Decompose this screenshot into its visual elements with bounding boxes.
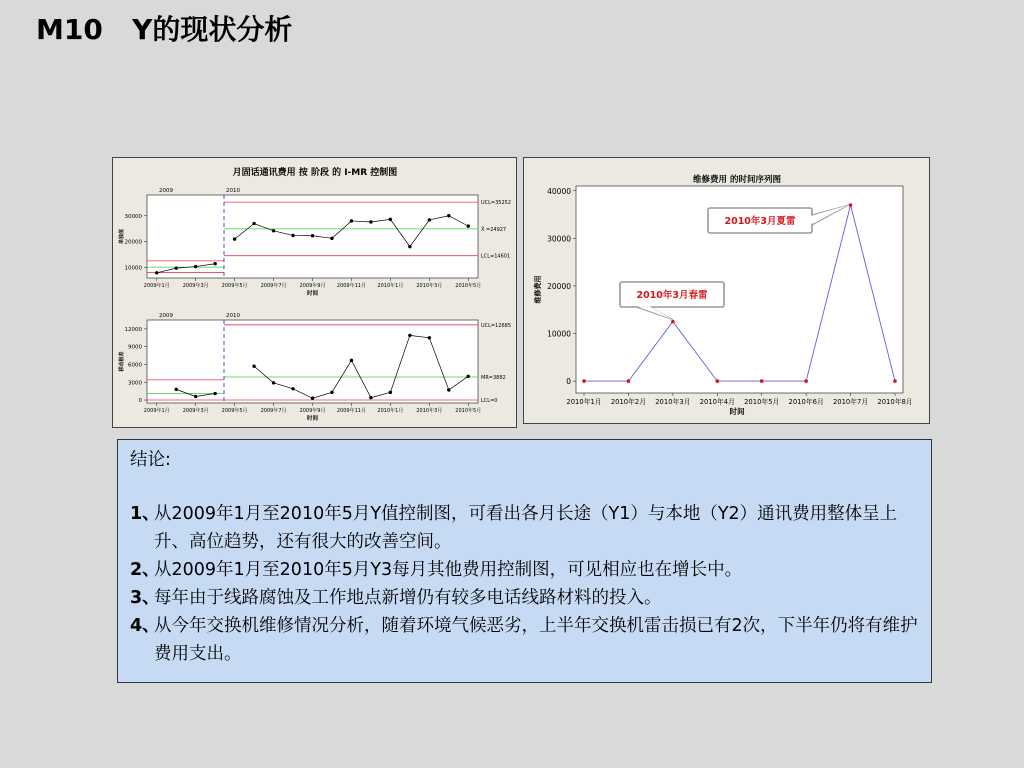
imr-control-chart bbox=[112, 157, 517, 428]
callout-text: 2010年3月夏雷 bbox=[724, 216, 796, 227]
data-point bbox=[175, 266, 178, 269]
center-line-label: X̄ =24927 bbox=[481, 226, 507, 233]
x-tick-label: 2010年1月 bbox=[377, 408, 404, 414]
data-point bbox=[272, 381, 275, 384]
x-tick-label: 2009年1月 bbox=[143, 408, 170, 414]
conclusion-item-text: 从今年交换机维修情况分析，随着环境气候恶劣，上半年交换机雷击损已有2次，下半年仍将有维护费用支出。 bbox=[154, 616, 918, 664]
x-tick-label: 2010年8月 bbox=[877, 398, 913, 406]
data-point bbox=[311, 397, 314, 400]
conclusion-item-number: 4、 bbox=[130, 616, 160, 636]
x-tick-label: 2010年5月 bbox=[455, 408, 482, 414]
x-tick-label: 2009年5月 bbox=[221, 408, 248, 414]
stage-label: 2010 bbox=[226, 313, 240, 319]
data-point bbox=[330, 237, 333, 240]
data-point bbox=[155, 271, 158, 274]
conclusion-item bbox=[130, 584, 919, 612]
stage-label: 2009 bbox=[159, 313, 173, 319]
data-point bbox=[175, 388, 178, 391]
y-tick-label: 10000 bbox=[547, 329, 571, 339]
data-point bbox=[350, 359, 353, 362]
conclusion-item-text: 从2009年1月至2010年5月Y3每月其他费用控制图，可见相应也在增长中。 bbox=[154, 560, 743, 580]
y-axis-label: 维修费用 bbox=[534, 275, 542, 304]
conclusion-item bbox=[130, 500, 919, 556]
data-point bbox=[330, 391, 333, 394]
data-point bbox=[291, 387, 294, 390]
timeseries-chart-svg bbox=[524, 158, 931, 425]
x-tick-label: 2010年4月 bbox=[699, 398, 735, 406]
data-point bbox=[893, 379, 897, 383]
data-point bbox=[194, 395, 197, 398]
stage-label: 2009 bbox=[159, 188, 173, 194]
x-tick-label: 2010年1月 bbox=[377, 283, 404, 289]
x-tick-label: 2009年3月 bbox=[182, 283, 209, 289]
chart-title: 维修费用 的时间序列图 bbox=[693, 175, 781, 185]
data-point bbox=[447, 388, 450, 391]
data-point bbox=[389, 391, 392, 394]
data-point bbox=[408, 334, 411, 337]
x-tick-label: 2009年1月 bbox=[143, 283, 170, 289]
y-tick-label: 30000 bbox=[547, 234, 571, 244]
y-tick-label: 3000 bbox=[128, 380, 142, 387]
data-point bbox=[213, 392, 216, 395]
y-axis-label: 单独值 bbox=[119, 228, 125, 245]
data-point bbox=[627, 379, 631, 383]
data-point bbox=[804, 379, 808, 383]
data-point bbox=[467, 224, 470, 227]
x-tick-label: 2010年7月 bbox=[832, 398, 869, 406]
x-tick-label: 2010年3月 bbox=[416, 283, 443, 289]
plot-area bbox=[147, 320, 478, 403]
conclusion-box bbox=[117, 439, 932, 683]
x-tick-label: 2009年11月 bbox=[336, 408, 366, 414]
data-point bbox=[252, 222, 255, 225]
data-point bbox=[671, 320, 675, 324]
data-point bbox=[194, 265, 197, 268]
chart-title: 月固话通讯费用 按 阶段 的 I-MR 控制图 bbox=[232, 168, 398, 178]
data-point bbox=[369, 220, 372, 223]
data-point bbox=[760, 379, 764, 383]
x-tick-label: 2010年3月 bbox=[655, 398, 691, 406]
data-point bbox=[213, 262, 216, 265]
y-tick-label: 20000 bbox=[124, 239, 142, 246]
x-tick-label: 2010年3月 bbox=[416, 408, 443, 414]
conclusion-item-number: 3、 bbox=[130, 588, 160, 608]
data-point bbox=[428, 218, 431, 221]
x-tick-label: 2010年2月 bbox=[610, 398, 647, 406]
conclusion-heading: 结论: bbox=[130, 450, 171, 470]
y-tick-label: 9000 bbox=[128, 344, 142, 351]
x-tick-label: 2010年6月 bbox=[788, 398, 824, 406]
conclusion-item-number: 2、 bbox=[130, 560, 160, 580]
data-point bbox=[252, 365, 255, 368]
repair-cost-timeseries-chart bbox=[523, 157, 930, 424]
data-point bbox=[369, 396, 372, 399]
data-point bbox=[350, 219, 353, 222]
x-tick-label: 2010年5月 bbox=[455, 283, 482, 289]
conclusion-item bbox=[130, 612, 919, 668]
data-point bbox=[233, 237, 236, 240]
y-tick-label: 6000 bbox=[128, 362, 142, 369]
data-point bbox=[389, 218, 392, 221]
data-point bbox=[715, 379, 719, 383]
center-line-label: MR=3882 bbox=[481, 375, 506, 382]
data-point bbox=[272, 229, 275, 232]
conclusion-item-text: 从2009年1月至2010年5月Y值控制图，可看出各月长途（Y1）与本地（Y2）通讯费用整体呈上升、高位趋势，还有很大的改善空间。 bbox=[154, 504, 898, 552]
data-point bbox=[408, 245, 411, 248]
conclusion-item-number: 1、 bbox=[130, 504, 160, 524]
conclusion-item bbox=[130, 556, 919, 584]
ucl-label: UCL=35252 bbox=[481, 200, 512, 207]
data-point bbox=[582, 379, 586, 383]
data-point bbox=[428, 336, 431, 339]
y-axis-label: 移动极差 bbox=[119, 351, 125, 372]
x-axis-label: 时间 bbox=[306, 291, 319, 297]
stage-label: 2010 bbox=[226, 188, 240, 194]
lcl-label: LCL=0 bbox=[481, 398, 498, 405]
lcl-label: LCL=14601 bbox=[481, 253, 511, 260]
y-tick-label: 20000 bbox=[547, 281, 571, 291]
x-axis-label: 时间 bbox=[729, 407, 745, 416]
ucl-label: UCL=12685 bbox=[481, 322, 512, 329]
x-axis-label: 时间 bbox=[306, 416, 319, 422]
callout-text: 2010年3月春雷 bbox=[636, 290, 708, 301]
x-tick-label: 2009年5月 bbox=[221, 283, 248, 289]
x-tick-label: 2009年11月 bbox=[336, 283, 366, 289]
data-point bbox=[291, 234, 294, 237]
y-tick-label: 40000 bbox=[547, 186, 571, 196]
data-point bbox=[311, 234, 314, 237]
y-tick-label: 10000 bbox=[124, 265, 142, 272]
y-tick-label: 0 bbox=[138, 398, 142, 405]
data-point bbox=[849, 203, 853, 207]
x-tick-label: 2009年7月 bbox=[260, 408, 287, 414]
data-point bbox=[467, 375, 470, 378]
slide-title: M10 Y的现状分析 bbox=[36, 13, 293, 46]
x-tick-label: 2009年9月 bbox=[299, 283, 326, 289]
y-tick-label: 30000 bbox=[124, 213, 142, 220]
y-tick-label: 12000 bbox=[124, 326, 142, 333]
imr-chart-svg bbox=[113, 158, 518, 429]
x-tick-label: 2009年7月 bbox=[260, 283, 287, 289]
x-tick-label: 2009年9月 bbox=[299, 408, 326, 414]
y-tick-label: 0 bbox=[566, 377, 571, 387]
x-tick-label: 2010年5月 bbox=[744, 398, 780, 406]
data-point bbox=[447, 214, 450, 217]
x-tick-label: 2009年3月 bbox=[182, 408, 209, 414]
conclusion-item-text: 每年由于线路腐蚀及工作地点新增仍有较多电话线路材料的投入。 bbox=[154, 588, 662, 608]
x-tick-label: 2010年1月 bbox=[566, 398, 602, 406]
